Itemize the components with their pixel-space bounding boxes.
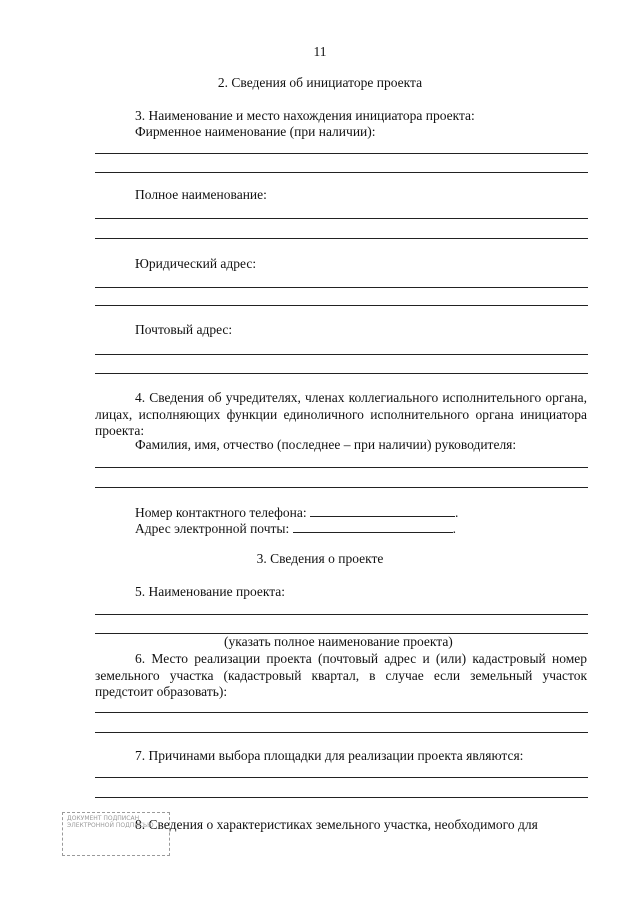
email-field[interactable] bbox=[293, 520, 453, 533]
section-3-title: 3. Сведения о проекте bbox=[256, 551, 384, 566]
phone-label: Номер контактного телефона: bbox=[135, 505, 307, 520]
legal-address-label: Юридический адрес: bbox=[135, 256, 257, 271]
email-label: Адрес электронной почты: bbox=[135, 521, 290, 536]
stamp-text: ДОКУМЕНТ ПОДПИСАН ЭЛЕКТРОННОЙ ПОДПИСЬЮ bbox=[67, 815, 154, 829]
location-line-2[interactable] bbox=[95, 732, 588, 733]
email-row bbox=[135, 520, 456, 537]
item-8-heading: 8. Сведения о характеристиках земельного участка, необходимого для bbox=[135, 817, 538, 832]
item-6-line-3: предстоит образовать): bbox=[95, 684, 228, 699]
legal-address-line-2[interactable] bbox=[95, 305, 588, 306]
postal-address-line-1[interactable] bbox=[95, 354, 588, 355]
item-7-heading: 7. Причинами выбора площадки для реализации проекта являются: bbox=[135, 748, 524, 763]
item-5-heading: 5. Наименование проекта: bbox=[135, 584, 286, 599]
head-name-line-2[interactable] bbox=[95, 487, 588, 488]
postal-address-line-2[interactable] bbox=[95, 373, 588, 374]
project-name-line-1[interactable] bbox=[95, 614, 588, 615]
head-name-label: Фамилия, имя, отчество (последнее – при наличии) руководителя: bbox=[135, 437, 517, 452]
item-4-line-1: 4. Сведения об учредителях, членах коллегиального исполнительного органа, bbox=[135, 390, 587, 405]
full-name-line-1[interactable] bbox=[95, 218, 588, 219]
legal-address-line-1[interactable] bbox=[95, 287, 588, 288]
item-6-line-1: 6. Место реализации проекта (почтовый адрес и (или) кадастровый номер bbox=[135, 651, 587, 666]
brand-name-label: Фирменное наименование (при наличии): bbox=[135, 124, 376, 139]
phone-row bbox=[135, 504, 458, 521]
head-name-line-1[interactable] bbox=[95, 467, 588, 468]
item-4-line-2: лицах, исполняющих функции единоличного исполнительного органа инициатора bbox=[95, 407, 587, 422]
item-3-heading: 3. Наименование и место нахождения инициатора проекта: bbox=[135, 108, 475, 123]
page-number: 11 bbox=[313, 44, 327, 59]
brand-name-line-2[interactable] bbox=[95, 172, 588, 173]
location-line-1[interactable] bbox=[95, 712, 588, 713]
item-4-line-3: проекта: bbox=[95, 423, 145, 438]
site-reasons-line-2[interactable] bbox=[95, 797, 588, 798]
phone-terminator: . bbox=[455, 505, 459, 520]
section-2-title: 2. Сведения об инициаторе проекта bbox=[217, 75, 423, 90]
full-name-line-2[interactable] bbox=[95, 238, 588, 239]
site-reasons-line-1[interactable] bbox=[95, 777, 588, 778]
project-name-hint: (указать полное наименование проекта) bbox=[224, 634, 453, 649]
postal-address-label: Почтовый адрес: bbox=[135, 322, 233, 337]
item-6-line-2: земельного участка (кадастровый квартал, в случае если земельный участок bbox=[95, 668, 587, 683]
phone-field[interactable] bbox=[310, 504, 455, 517]
email-terminator: . bbox=[452, 521, 456, 536]
electronic-signature-stamp bbox=[62, 812, 170, 856]
full-name-label: Полное наименование: bbox=[135, 187, 267, 202]
brand-name-line-1[interactable] bbox=[95, 153, 588, 154]
